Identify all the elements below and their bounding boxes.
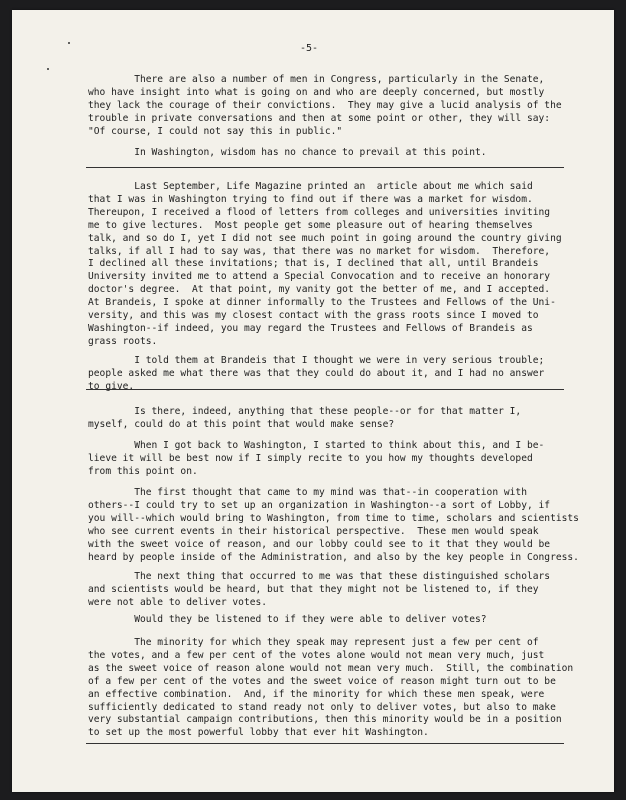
paragraph-first-thought: The first thought that came to my mind was that--in cooperation with others--I could try to set up an organization in Washington--a sort of Lobby, if you will--which would bring to Washington, from time to time, scholars and scientists who see current events in their historical perspective. These men would speak with the sweet voice of reason, and our lobby could see to it that they would be heard by people inside of the Administration, and also by the key people in Congress. (88, 487, 579, 563)
paragraph-congress: There are also a number of men in Congress, particularly in the Senate, who have insight into what is going on and who are deeply concerned, but mostly they lack the courage of their convictions. They may give a lucid analysis of the trouble in private conversations and then at some point or other, they will say: "Of course, I could not say this in public." (88, 74, 562, 137)
section-divider (86, 743, 564, 744)
page-number: -5- (300, 43, 319, 54)
paragraph-back-to-washington: When I got back to Washington, I started to think about this, and I be- lieve it will be best now if I simply recite to you how my thoughts developed from this point on. (88, 440, 545, 477)
paragraph-question: Is there, indeed, anything that these people--or for that matter I, myself, could do at this point that would make sense? (88, 406, 522, 430)
paragraph-wisdom: In Washington, wisdom has no chance to prevail at this point. (88, 147, 487, 158)
paragraph-deliver-votes: Would they be listened to if they were able to deliver votes? (88, 614, 487, 625)
section-divider (86, 167, 564, 168)
margin-mark (68, 42, 70, 44)
section-divider (86, 389, 564, 390)
margin-mark (47, 68, 49, 70)
document-page (12, 10, 614, 792)
paragraph-minority: The minority for which they speak may represent just a few per cent of the votes, and a few per cent of the votes alone would not mean very much, just as the sweet voice of reason alone would not mean very much. Still, the combination of a few per cent of the votes and the sweet voice of reason might turn out to be an effective combination. And, if the minority for which these men speak, were sufficiently dedicated to stand ready not only to deliver votes, but also to make very substantial campaign contributions, then this minority would be in a position to set up the most powerful lobby that ever hit Washington. (88, 637, 574, 739)
paragraph-brandeis: I told them at Brandeis that I thought we were in very serious trouble; people asked me what there was that they could do about it, and I had no answer to give. (88, 355, 545, 392)
paragraph-next-thing: The next thing that occurred to me was that these distinguished scholars and scientists would be heard, but that they might not be listened to, if they were not able to deliver votes. (88, 571, 551, 608)
paragraph-life-magazine: Last September, Life Magazine printed an article about me which said that I was in Washington trying to find out if there was a market for wisdom. Thereupon, I received a flood of letters from colleges and universities inviting me to give lectures. Most people get some pleasure out of hearing themselves talk, and so do I, yet I did not see much point in going around the country giving talks, if all I had to say was, that there was no market for wisdom. Therefore, I declined all these invitations; that is, I declined that all, until Brandeis University invited me to attend a Special Convocation and to receive an honorary doctor's degree. At that point, my vanity got the better of me, and I accepted. At Brandeis, I spoke at dinner informally to the Trustees and Fellows of the Uni- versity, and this was my closest contact with the grass roots since I moved to Washington--if indeed, you may regard the Trustees and Fellows of Brandeis as grass roots. (88, 181, 562, 347)
